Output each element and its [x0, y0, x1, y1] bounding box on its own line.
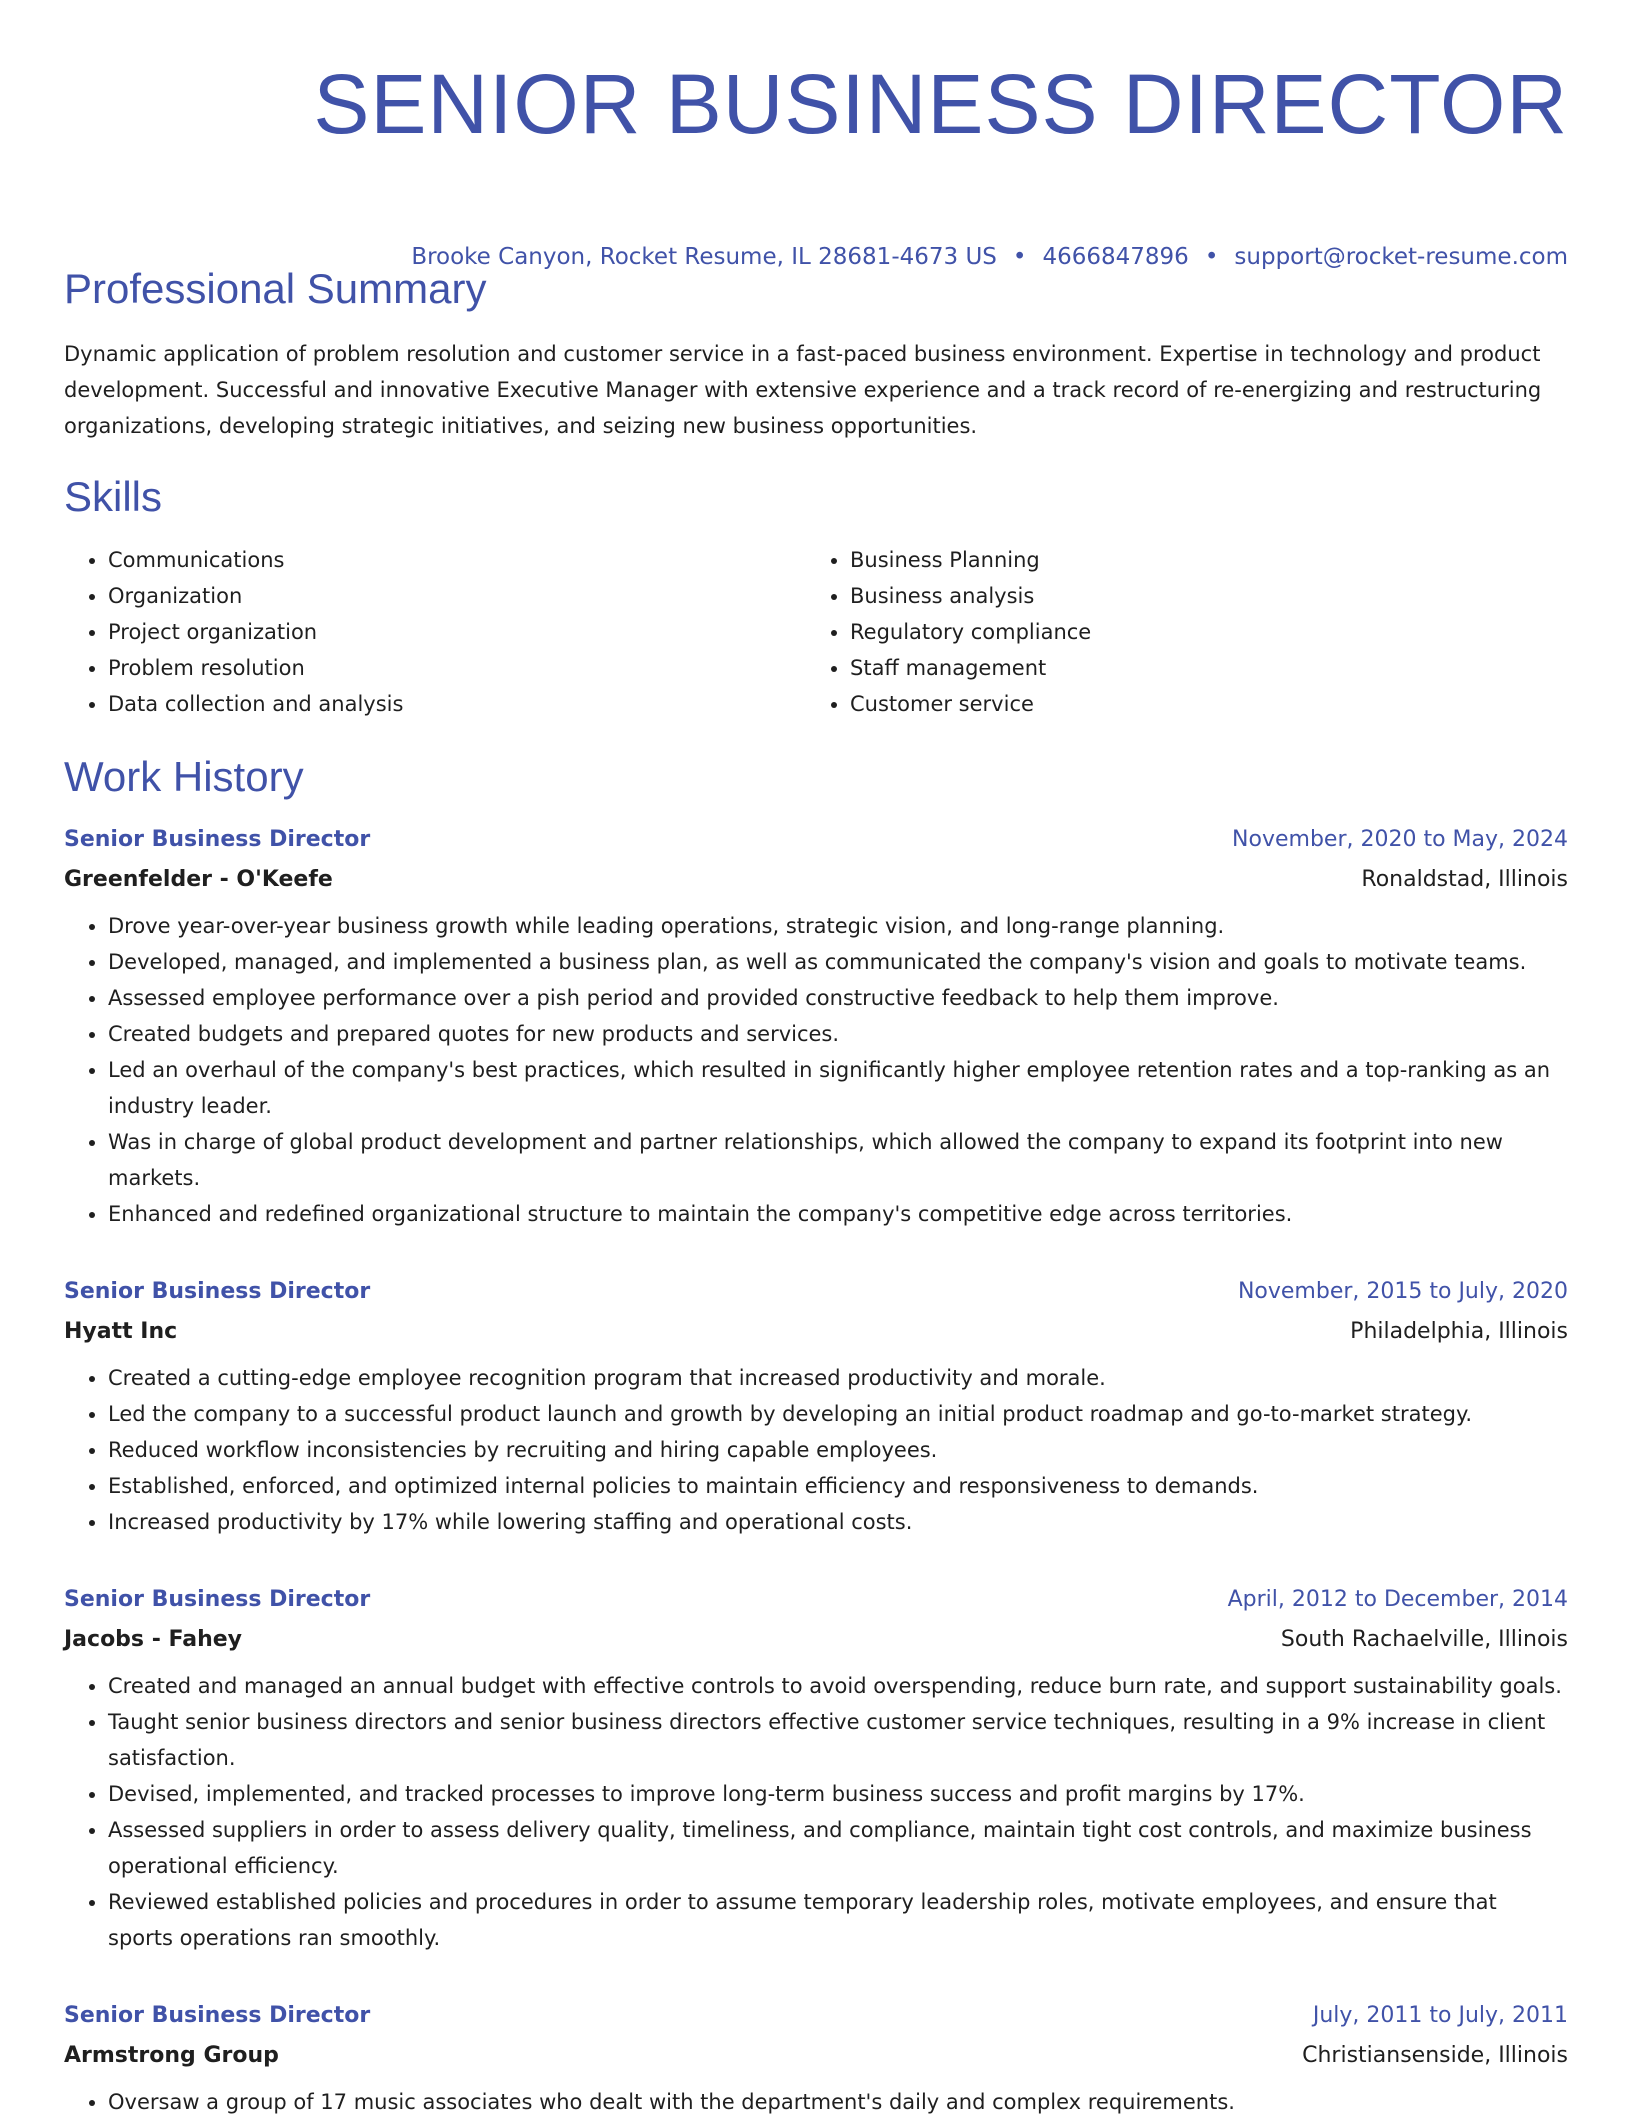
- job-bullet: • Taught senior business directors and senior business directors effective customer service techniques, resulting in a 9% increase in client satisfaction.: [108, 1704, 1568, 1776]
- skill-item: • Project organization: [108, 614, 806, 650]
- skill-item: • Customer service: [850, 686, 1548, 722]
- job-bullet: • Created budgets and prepared quotes for new products and services.: [108, 1016, 1568, 1052]
- contact-separator: •: [1204, 244, 1219, 270]
- job-entry: [64, 1996, 1568, 2120]
- job-dates: July, 2011 to July, 2011: [1312, 2003, 1568, 2028]
- job-subheader: [64, 1312, 1568, 1352]
- job-role: Senior Business Director: [64, 2003, 371, 2028]
- job-company: Greenfelder - O'Keefe: [64, 867, 333, 892]
- job-bullet: • Increased productivity by 17% while lowering staffing and operational costs.: [108, 1504, 1568, 1540]
- job-bullet: • Created and managed an annual budget with effective controls to avoid overspending, reduce burn rate, and support sustainability goals.: [108, 1668, 1568, 1704]
- skill-item: • Problem resolution: [108, 650, 806, 686]
- job-role: Senior Business Director: [64, 1279, 371, 1304]
- job-dates: November, 2015 to July, 2020: [1237, 1279, 1568, 1304]
- contact-line: [411, 242, 1568, 272]
- job-entry: [64, 1272, 1568, 1540]
- job-bullet: • Oversaw a group of 17 music associates who dealt with the department's daily and complex requirements.: [108, 2084, 1568, 2120]
- job-location: South Rachaelville, Illinois: [1280, 1627, 1568, 1652]
- job-bullet: • Assessed suppliers in order to assess delivery quality, timeliness, and compliance, maintain tight cost controls, and maximize business operational efficiency.: [108, 1812, 1568, 1884]
- resume-title: SENIOR BUSINESS DIRECTOR: [313, 57, 1568, 151]
- job-subheader: [64, 2036, 1568, 2076]
- job-bullets: [64, 2084, 1568, 2120]
- skill-item: • Data collection and analysis: [108, 686, 806, 722]
- skill-item: • Regulatory compliance: [850, 614, 1548, 650]
- job-entry: [64, 1580, 1568, 1956]
- job-header: [64, 1272, 1568, 1312]
- job-company: Hyatt Inc: [64, 1319, 178, 1344]
- skill-item: • Business Planning: [850, 542, 1548, 578]
- job-bullets: [64, 1360, 1568, 1540]
- job-subheader: [64, 1620, 1568, 1660]
- job-bullet: • Developed, managed, and implemented a business plan, as well as communicated the company's vision and goals to motivate teams.: [108, 944, 1568, 980]
- job-header: [64, 1580, 1568, 1620]
- job-company: Jacobs - Fahey: [64, 1627, 242, 1652]
- job-location: Philadelphia, Illinois: [1350, 1319, 1568, 1344]
- job-dates: April, 2012 to December, 2014: [1227, 1587, 1568, 1612]
- skills-heading: Skills: [64, 473, 163, 520]
- job-bullet: • Led an overhaul of the company's best practices, which resulted in significantly higher employee retention rates and a top-ranking as an industry leader.: [108, 1052, 1568, 1124]
- summary-text: Dynamic application of problem resolution and customer service in a fast-paced business environment. Expertise in technology and product development. Successful and innovative Executive Manager with extensive experience and a track record of re-energizing and restructuring organizations, developing strategic initiatives, and seizing new business opportunities.: [64, 342, 1542, 438]
- job-bullet: • Reduced workflow inconsistencies by recruiting and hiring capable employees.: [108, 1432, 1568, 1468]
- job-bullet: • Devised, implemented, and tracked processes to improve long-term business success and profit margins by 17%.: [108, 1776, 1568, 1812]
- job-entry: [64, 820, 1568, 1232]
- skill-item: • Organization: [108, 578, 806, 614]
- job-role: Senior Business Director: [64, 827, 371, 852]
- skills-list: [64, 542, 1568, 722]
- work-history-heading: Work History: [64, 753, 304, 800]
- job-bullet: • Assessed employee performance over a pish period and provided constructive feedback to help them improve.: [108, 980, 1568, 1016]
- job-bullet: • Led the company to a successful product launch and growth by developing an initial product roadmap and go-to-market strategy.: [108, 1396, 1568, 1432]
- contact-phone: 4666847896: [1042, 244, 1189, 270]
- job-bullet: • Reviewed established policies and procedures in order to assume temporary leadership roles, motivate employees, and ensure that sports operations ran smoothly.: [108, 1884, 1568, 1956]
- contact-separator: •: [1012, 244, 1027, 270]
- job-location: Christiansenside, Illinois: [1302, 2043, 1568, 2068]
- contact-address: Brooke Canyon, Rocket Resume, IL 28681-4673 US: [411, 244, 997, 270]
- skill-item: • Communications: [108, 542, 806, 578]
- skills-column-left: [64, 542, 806, 722]
- contact-email[interactable]: support@rocket-resume.com: [1234, 244, 1568, 270]
- job-bullet: • Drove year-over-year business growth while leading operations, strategic vision, and long-range planning.: [108, 908, 1568, 944]
- skill-item: • Staff management: [850, 650, 1548, 686]
- job-dates: November, 2020 to May, 2024: [1232, 827, 1568, 852]
- job-bullet: • Created a cutting-edge employee recognition program that increased productivity and morale.: [108, 1360, 1568, 1396]
- job-bullets: [64, 1668, 1568, 1956]
- job-company: Armstrong Group: [64, 2043, 279, 2068]
- skills-column-right: [806, 542, 1548, 722]
- summary-heading: Professional Summary: [64, 265, 487, 312]
- job-subheader: [64, 860, 1568, 900]
- job-bullet: • Established, enforced, and optimized internal policies to maintain efficiency and responsiveness to demands.: [108, 1468, 1568, 1504]
- job-bullets: [64, 908, 1568, 1232]
- job-bullet: • Enhanced and redefined organizational structure to maintain the company's competitive edge across territories.: [108, 1196, 1568, 1232]
- job-bullet: • Was in charge of global product development and partner relationships, which allowed the company to expand its footprint into new markets.: [108, 1124, 1568, 1196]
- job-header: [64, 1996, 1568, 2036]
- job-location: Ronaldstad, Illinois: [1361, 867, 1568, 892]
- job-role: Senior Business Director: [64, 1587, 371, 1612]
- skill-item: • Business analysis: [850, 578, 1548, 614]
- job-header: [64, 820, 1568, 860]
